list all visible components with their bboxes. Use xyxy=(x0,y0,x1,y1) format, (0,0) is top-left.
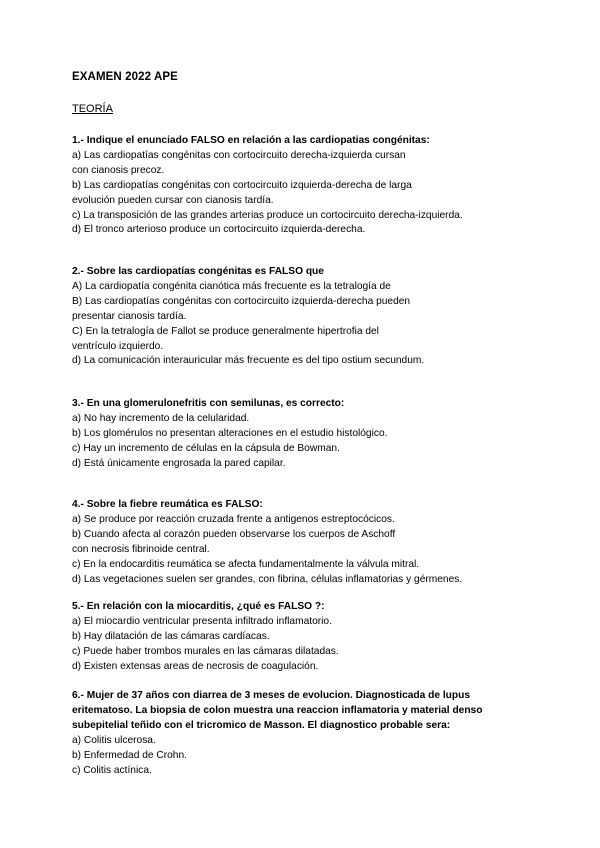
answer-option-line: c) Hay un incremento de células en la cápsula de Bowman. xyxy=(72,442,340,454)
answer-option-line: a) Colitis ulcerosa. xyxy=(72,734,156,746)
answer-option-line: b) Las cardiopatías congénitas con cortocircuito izquierda-derecha de larga xyxy=(72,179,412,191)
answer-option-line: d) La comunicación interauricular más frecuente es del tipo ostium secundum. xyxy=(72,355,425,367)
question-heading: eritematoso. La biopsia de colon muestra una reaccion inflamatoria y material denso xyxy=(72,704,483,716)
answer-option-line: A) La cardiopatía congénita cianótica más frecuente es la tetralogía de xyxy=(72,280,391,292)
answer-option-line: b) Los glomérulos no presentan alteraciones en el estudio histológico. xyxy=(72,427,388,439)
answer-option-line: a) Se produce por reacción cruzada frente a antigenos estreptocócicos. xyxy=(72,513,395,525)
answer-option-line: a) No hay incremento de la celularidad. xyxy=(72,412,250,424)
answer-option-line: a) Las cardiopatías congénitas con cortocircuito derecha-izquierda cursan xyxy=(72,149,406,161)
answer-option-line: b) Cuando afecta al corazón pueden observarse los cuerpos de Aschoff xyxy=(72,528,396,540)
question-heading: 2.- Sobre las cardiopatías congénitas es FALSO que xyxy=(72,266,324,277)
question-2 xyxy=(72,265,542,369)
question-1 xyxy=(72,134,542,238)
question-3 xyxy=(72,397,542,472)
question-heading: subepitelial teñido con el tricromico de Masson. El diagnostico probable sera: xyxy=(72,719,451,731)
answer-option-line: ventrículo izquierdo. xyxy=(72,340,164,352)
answer-option-line: con cianosis precoz. xyxy=(72,164,165,176)
page-title: EXAMEN 2022 APE xyxy=(72,71,178,83)
question-4 xyxy=(72,498,542,587)
answer-option-line: c) La transposición de las grandes arterias produce un cortocircuito derecha-izquierda. xyxy=(72,209,463,221)
answer-option-line: d) Está únicamente engrosada la pared capilar. xyxy=(72,457,286,469)
answer-option-line: c) Colitis actínica. xyxy=(72,764,152,776)
question-heading: 5.- En relación con la miocarditis, ¿qué es FALSO ?: xyxy=(72,601,325,612)
question-heading: 6.- Mujer de 37 años con diarrea de 3 meses de evolucion. Diagnosticada de lupus xyxy=(72,690,471,701)
answer-option-line: B) Las cardiopatías congénitas con cortocircuito izquierda-derecha pueden xyxy=(72,295,411,307)
answer-option-line: d) El tronco arterioso produce un cortocircuito izquierda-derecha. xyxy=(72,224,366,236)
question-heading: 1.- Indique el enunciado FALSO en relación a las cardiopatias congénitas: xyxy=(72,135,430,146)
answer-option-line: presentar cianosis tardía. xyxy=(72,310,187,322)
answer-option-line: c) En la endocarditis reumática se afecta fundamentalmente la válvula mitral. xyxy=(72,558,420,570)
answer-option-line: con necrosis fibrinoide central. xyxy=(72,543,210,555)
question-5 xyxy=(72,600,542,675)
answer-option-line: b) Hay dilatación de las cámaras cardíacas. xyxy=(72,630,270,642)
question-heading: 4.- Sobre la fiebre reumática es FALSO: xyxy=(72,499,263,510)
question-6 xyxy=(72,689,542,778)
answer-option-line: C) En la tetralogía de Fallot se produce generalmente hipertrofia del xyxy=(72,325,379,337)
answer-option-line: c) Puede haber trombos murales en las cámaras dilatadas. xyxy=(72,645,339,657)
answer-option-line: a) El miocardio ventricular presenta infiltrado inflamatorio. xyxy=(72,615,332,627)
answer-option-line: d) Existen extensas areas de necrosis de coagulación. xyxy=(72,660,319,672)
question-heading: 3.- En una glomerulonefritis con semilunas, es correcto: xyxy=(72,398,345,409)
answer-option-line: b) Enfermedad de Crohn. xyxy=(72,749,187,761)
section-heading: TEORÍA xyxy=(72,103,113,115)
answer-option-line: d) Las vegetaciones suelen ser grandes, con fibrina, células inflamatorias y gérmenes. xyxy=(72,573,463,585)
answer-option-line: evolución pueden cursar con cianosis tardía. xyxy=(72,194,274,206)
